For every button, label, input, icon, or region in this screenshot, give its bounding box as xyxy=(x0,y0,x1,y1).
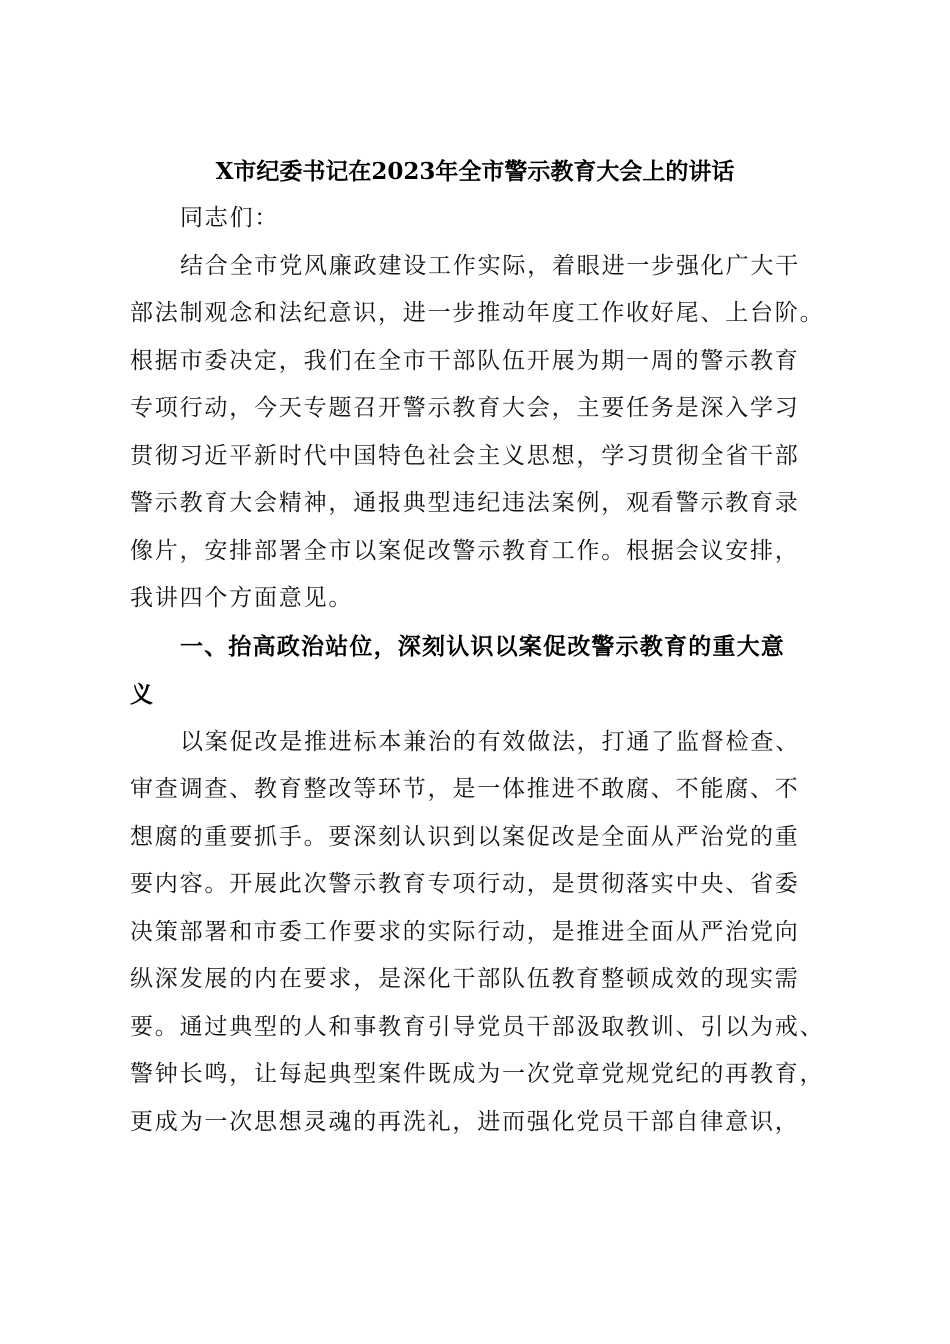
paragraph-1-line: 我讲四个方面意见。 xyxy=(130,585,354,611)
paragraph-2-line: 要内容。开展此次警示教育专项行动，是贯彻落实中央、省委 xyxy=(130,871,800,897)
paragraph-1-line: 根据市委决定，我们在全市干部队伍开展为期一周的警示教育 xyxy=(130,348,800,374)
paragraph-1-line: 警示教育大会精神，通报典型违纪违法案例，观看警示教育录 xyxy=(130,490,800,516)
paragraph-1-line: 部法制观念和法纪意识，进一步推动年度工作收好尾、上台阶。 xyxy=(130,300,825,326)
section-heading-1-cont: 义 xyxy=(130,682,155,708)
section-heading-1: 一、抬高政治站位，深刻认识以案促改警示教育的重大意 xyxy=(180,634,785,660)
paragraph-2-line: 警钟长鸣，让每起典型案件既成为一次党章党规党纪的再教育， xyxy=(130,1061,825,1087)
document-title: X市纪委书记在2023年全市警示教育大会上的讲话 xyxy=(215,158,735,185)
paragraph-2-line: 想腐的重要抓手。要深刻认识到以案促改是全面从严治党的重 xyxy=(130,824,800,850)
paragraph-2-line: 审查调查、教育整改等环节，是一体推进不敢腐、不能腐、不 xyxy=(130,776,800,802)
paragraph-2-line: 决策部署和市委工作要求的实际行动，是推进全面从严治党向 xyxy=(130,919,800,945)
paragraph-1-line: 结合全市党风廉政建设工作实际，着眼进一步强化广大干 xyxy=(180,253,800,279)
paragraph-1-line: 贯彻习近平新时代中国特色社会主义思想，学习贯彻全省干部 xyxy=(130,443,800,469)
paragraph-2-line: 更成为一次思想灵魂的再洗礼，进而强化党员干部自律意识， xyxy=(130,1109,800,1135)
paragraph-1-line: 专项行动，今天专题召开警示教育大会，主要任务是深入学习 xyxy=(130,395,800,421)
paragraph-2-line: 纵深发展的内在要求，是深化干部队伍教育整顿成效的现实需 xyxy=(130,966,800,992)
paragraph-2-line: 以案促改是推进标本兼治的有效做法，打通了监督检查、 xyxy=(180,729,800,755)
salutation: 同志们： xyxy=(180,205,280,231)
paragraph-2-line: 要。通过典型的人和事教育引导党员干部汲取教训、引以为戒、 xyxy=(130,1014,825,1040)
paragraph-1-line: 像片，安排部署全市以案促改警示教育工作。根据会议安排， xyxy=(130,538,800,564)
